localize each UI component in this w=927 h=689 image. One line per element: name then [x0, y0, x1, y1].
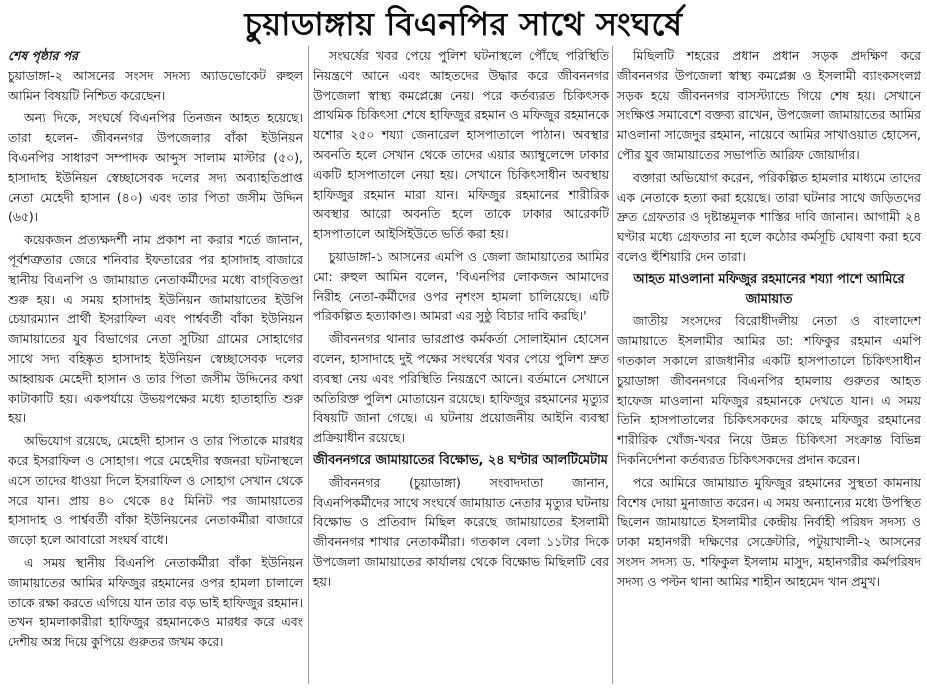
paragraph: এ সময় স্থানীয় বিএনপি নেতাকর্মীরা বাঁকা ইউনিয়ন জামায়াতের আমির মফিজুর রহমানের ওপর হামলা চালালে তাকে রক্ষা করতে এগিয়ে যান তার বড় ভাই হাফিজুর রহমান। তখন হামলাকারীরা হাফিজুর রহমানকেও মারধর করে এবং দেশীয় অস্ত্র দিয়ে কুপিয়ে গুরুতর জখম করে। [8, 554, 303, 650]
paragraph: জাতীয় সংসদের বিরোধীদলীয় নেতা ও বাংলাদেশ জামায়াতে ইসলামীর আমির ডা: শফিকুর রহমান এমপি গতকাল সকালে রাজধানীর একটি হাসপাতালে চিকিৎসাধীন চুয়াডাঙ্গা জীবননগরে বিএনপির হামলায় গুরুতর আহত হাফেজ মাওলানা মফিজুর রহমানকে দেখতে যান। এ সময় তিনি হাসপাতালের চিকিৎসকদের কাছে মফিজুর রহমানের শারীরিক খোঁজ-খবর নিয়ে উন্নত চিকিৎসা সংক্রান্ত বিভিন্ন দিকনির্দেশনা কর্তব্যরত চিকিৎসকদের প্রদান করেন। [617, 313, 921, 467]
paragraph: মিছিলটি শহরের প্রধান প্রধান সড়ক প্রদক্ষিণ করে জীবননগর উপজেলা স্বাস্থ্য কমপ্লেক্স ও ইসলামী ব্যাংকসংলগ্ন সড়ক হয়ে জীবননগর বাসস্ট্যান্ডে গিয়ে শেষ হয়। সেখানে সংক্ষিপ্ত সমাবেশে বক্তব্য রাখেন, উপজেলা জামায়াতের আমির মাওলানা সাজেদুর রহমান, নায়েবে আমির সাখাওয়াত হোসেন, পৌর যুব জামায়াতের সভাপতি আরিফ জোয়ার্দার। [617, 48, 921, 162]
paragraph: জীবননগর থানার ভারপ্রাপ্ত কর্মকর্তা সোলাইমান হোসেন বলেন, হাসাদাহে দুই পক্ষের সংঘর্ষের খবর পেয়ে পুলিশ দ্রুত ব্যবস্থা নেয় এবং পরিস্থিতি নিয়ন্ত্রণে আনে। বর্তমানে সেখানে অতিরিক্ত পুলিশ মোতায়েন রয়েছে। হাফিজুর রহমানের মৃত্যুর বিষয়টি জানা গেছে। এ ঘটনায় প্রয়োজনীয় আইনি ব্যবস্থা প্রক্রিয়াধীন রয়েছে। [313, 331, 609, 446]
paragraph: চুয়াডাঙ্গা-১ আসনের এমপি ও জেলা জামায়াতের আমির মো: রুহুল আমিন বলেন, 'বিএনপির লোকজন আমাদের নিরীহ নেতা-কর্মীদের ওপর নৃশংস হামলা চালিয়েছে। এটি পরিকল্পিত হত্যাকাণ্ড। আমরা এর সুষ্ঠু বিচার দাবি করছি।' [313, 248, 609, 324]
column-rule-1 [308, 46, 309, 684]
continued-from-kicker: শেষ পৃষ্ঠার পর [8, 48, 78, 63]
paragraph: অভিযোগ রয়েছে, মেহেদী হাসান ও তার পিতাকে মারধর করে ইসরাফিল ও সোহাগ। পরে মেহেদীর স্বজনরা ঘটনাস্থলে এসে তাদের ধাওয়া দিলে ইসরাফিল ও সোহাগ সেখান থেকে সরে যান। প্রায় ৪০ থেকে ৪৫ মিনিট পর জামায়াতের হাসাদাহ ও পার্শ্ববর্তী বাঁকা ইউনিয়নের নেতাকর্মীরা বাজারে জড়ো হলে আবারো সংঘর্ষ বাধে। [8, 433, 303, 548]
paragraph: বক্তারা অভিযোগ করেন, পরিকল্পিত হামলার মাধ্যমে তাদের এক নেতাকে হত্যা করা হয়েছে। তারা ঘটনার সাথে জড়িতদের দ্রুত গ্রেফতার ও দৃষ্টান্তমূলক শাস্তির দাবি জানান। আগামী ২৪ ঘণ্টার মধ্যে গ্রেফতার না হলে কঠোর কর্মসূচি ঘোষণা করা হবে বলেও হুঁশিয়ারি দেন তারা। [617, 169, 921, 264]
section-subhead: জীবননগরে জামায়াতের বিক্ষোভ, ২৪ ঘণ্টার আলটিমেটাম [313, 452, 608, 468]
article-column-2 [313, 46, 609, 686]
paragraph: সংঘর্ষের খবর পেয়ে পুলিশ ঘটনাস্থলে পৌঁছে পরিস্থিতি নিয়ন্ত্রণে আনে এবং আহতদের উদ্ধার করে জীবননগর উপজেলা স্বাস্থ্য কমপ্লেক্সে নেয়। পরে কর্তব্যরত চিকিৎসক প্রাথমিক চিকিৎসা শেষে হাফিজুর রহমান ও মফিজুর রহমানকে যশোর ২৫০ শয্যা জেনারেল হাসপাতালে পাঠান। অবস্থার অবনতি হলে সেখান থেকে তাদের এয়ার অ্যাম্বুলেন্সে ঢাকার একটি হাসপাতালে নেয়া হয়। সেখানে চিকিৎসাধীন অবস্থায় হাফিজুর রহমান মারা যান। মফিজুর রহমানের শারীরিক অবস্থার আরো অবনতি হলে তাকে ঢাকার আরেকটি হাসপাতালে আইসিইউতে ভর্তি করা হয়। [313, 48, 609, 242]
section-subhead: আহত মাওলানা মফিজুর রহমানের শয্যা পাশে আমিরে জামায়াত [633, 271, 905, 307]
paragraph: জীবননগর (চুয়াডাঙ্গা) সংবাদদাতা জানান, বিএনপিকর্মীদের সাথে সংঘর্ষে জামায়াত নেতার মৃত্যুর ঘটনায় বিক্ষোভ ও প্রতিবাদ মিছিল করেছে জামায়াতের ইসলামী জীবননগর শাখার নেতাকর্মীরা। গতকাল বেলা ১১টার দিকে উপজেলা জামায়াতের কার্যালয় থেকে বিক্ষোভ মিছিলটি বের হয়। [313, 474, 609, 589]
paragraph: চুয়াডাঙ্গা-২ আসনের সংসদ সদস্য অ্যাডভোকেট রুহুল আমিন বিষয়টি নিশ্চিত করেছেন। [8, 67, 303, 103]
paragraph: কয়েকজন প্রত্যক্ষদর্শী নাম প্রকাশ না করার শর্তে জানান, পূর্বশত্রুতার জেরে শনিবার ইফতারের পর হাসাদাহ বাজারে স্থানীয় বিএনপি ও জামায়াত নেতাকর্মীদের মধ্যে বাগ্‌বিতণ্ডা শুরু হয়। এ সময় হাসাদাহ ইউনিয়ন জামায়াতের ইউপি চেয়ারম্যান প্রার্থী ইসরাফিল এবং পার্শ্ববর্তী বাঁকা ইউনিয়ন জামায়াতের যুব বিভাগের নেতা সুটিয়া গ্রামের সোহাগের সাথে সদ্য বহিষ্কৃত হাসাদাহ ইউনিয়ন স্বেচ্ছাসেবক দলের আহ্বায়ক মেহেদী হাসান ও তার পিতা জসীম উদ্দিনের কথা কাটাকাটি হয়। একপর্যায়ে উভয়পক্ষের মধ্যে হাতাহাতি শুরু হয়। [8, 232, 303, 426]
column-rule-2 [612, 46, 613, 684]
headline: চুয়াডাঙ্গায় বিএনপির সাথে সংঘর্ষে [244, 5, 683, 43]
paragraph: অন্য দিকে, সংঘর্ষে বিএনপির তিনজন আহত হয়েছে। তারা হলেন- জীবননগর উপজেলার বাঁকা ইউনিয়ন বিএনপির সাধারণ সম্পাদক আব্দুস সালাম মাস্টার (৫০), হাসাদাহ ইউনিয়ন স্বেচ্ছাসেবক দলের সদ্য অব্যাহতিপ্রাপ্ত নেতা মেহেদী হাসান (৪০) এবং তার পিতা জসীম উদ্দিন (৬৫)। [8, 110, 303, 225]
article-column-1 [8, 46, 303, 686]
paragraph: পরে আমিরে জামায়াত মুফিজুর রহমানের সুস্থতা কামনায় বিশেষ দোয়া মুনাজাত করেন। এ সময় অন্যান্যের মধ্যে উপস্থিত ছিলেন জামায়াতে ইসলামীর কেন্দ্রীয় নির্বাহী পরিষদ সদস্য ও ঢাকা মহানগরী দক্ষিণের সেক্রেটারি, পটুয়াখালী-২ আসনের সংসদ সদস্য ড. শফিকুল ইসলাম মাসুদ, মহানগরীর কর্মপরিষদ সদস্য ও পল্টন থানা আমির শাহীন আহমেদ খান প্রমুখ। [617, 474, 921, 589]
article-column-3 [617, 46, 921, 686]
